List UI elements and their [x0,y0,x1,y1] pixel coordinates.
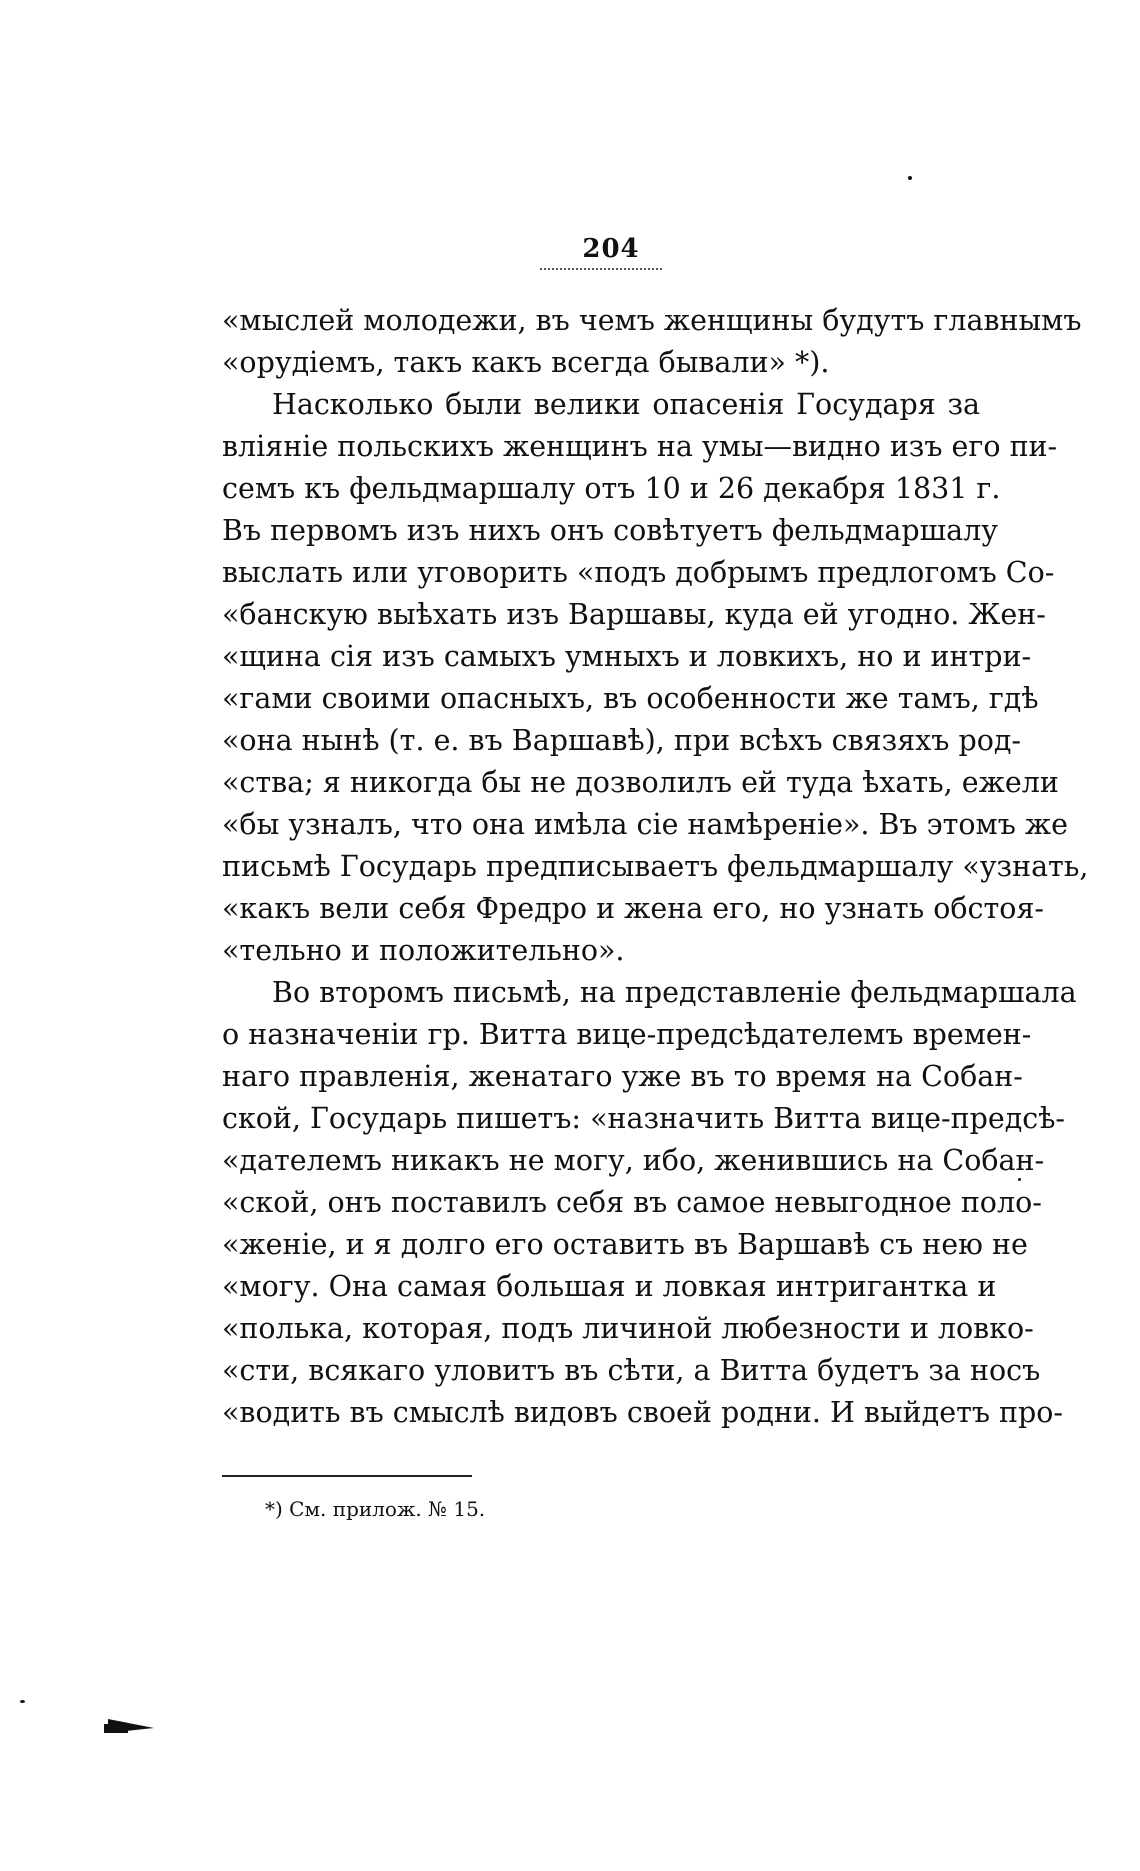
text-line: «могу. Она самая большая и ловкая интригантка и [222,1270,997,1303]
text-line: «сти, всякаго уловитъ въ сѣти, а Витта будетъ за носъ [222,1354,1041,1387]
text-line: «банскую выѣхать изъ Варшавы, куда ей угодно. Жен- [222,598,1046,631]
text-line: «бы узналъ, что она имѣла сіе намѣреніе». Въ этомъ же [222,808,1068,841]
text-line: «дателемъ никакъ не могу, ибо, женившись на Собан- [222,1144,1045,1177]
scan-speck [1018,1178,1021,1181]
scan-mark-arrow-icon [108,1719,154,1733]
text-line: о назначеніи гр. Витта вице-предсѣдателемъ времен- [222,1018,1032,1051]
text-line: «гами своими опасныхъ, въ особенности же тамъ, гдѣ [222,682,1039,715]
scan-speck [20,1700,25,1703]
text-line: наго правленія, женатаго уже въ то время на Собан- [222,1060,1023,1093]
text-line: «какъ вели себя Фредро и жена его, но узнать обстоя- [222,892,1045,925]
text-line: «полька, которая, подъ личиной любезности и ловко- [222,1312,1034,1345]
main-text [222,300,1089,1434]
footnote-divider [222,1475,472,1477]
text-line: «ской, онъ поставилъ себя въ самое невыгодное поло- [222,1186,1042,1219]
text-line: «орудіемъ, такъ какъ всегда бывали» *). [222,346,830,379]
text-line: «мыслей молодежи, въ чемъ женщины будутъ главнымъ [222,304,1082,337]
paragraph-start-line: Насколько были велики опасенія Государя за [272,388,980,421]
text-line: «она нынѣ (т. е. въ Варшавѣ), при всѣхъ связяхъ род- [222,724,1022,757]
text-line: Въ первомъ изъ нихъ онъ совѣтуетъ фельдмаршалу [222,514,998,547]
text-line: «водить въ смыслѣ видовъ своей родни. И выйдетъ про- [222,1396,1064,1429]
page-number: 204 [582,234,640,264]
text-line: письмѣ Государь предписываетъ фельдмаршалу «узнать, [222,850,1089,883]
text-line: «тельно и положительно». [222,934,625,967]
page-number-ornament [540,268,662,280]
text-line: «женіе, и я долго его оставить въ Варшавѣ съ нею не [222,1228,1028,1261]
text-line: «ства; я никогда бы не дозволилъ ей туда ѣхать, ежели [222,766,1059,799]
text-line: выслать или уговорить «подъ добрымъ предлогомъ Со- [222,556,1055,589]
text-line: ской, Государь пишетъ: «назначить Витта вице-предсѣ- [222,1102,1066,1135]
text-line: вліяніе польскихъ женщинъ на умы—видно изъ его пи- [222,430,1058,463]
text-line: «щина сія изъ самыхъ умныхъ и ловкихъ, но и интри- [222,640,1032,673]
paragraph-start-line: Во второмъ письмѣ, на представленіе фельдмаршала [272,976,1077,1009]
scan-speck [908,176,912,180]
footnote: *) См. прилож. № 15. [265,1497,486,1521]
text-line: семъ къ фельдмаршалу отъ 10 и 26 декабря 1831 г. [222,472,1001,505]
